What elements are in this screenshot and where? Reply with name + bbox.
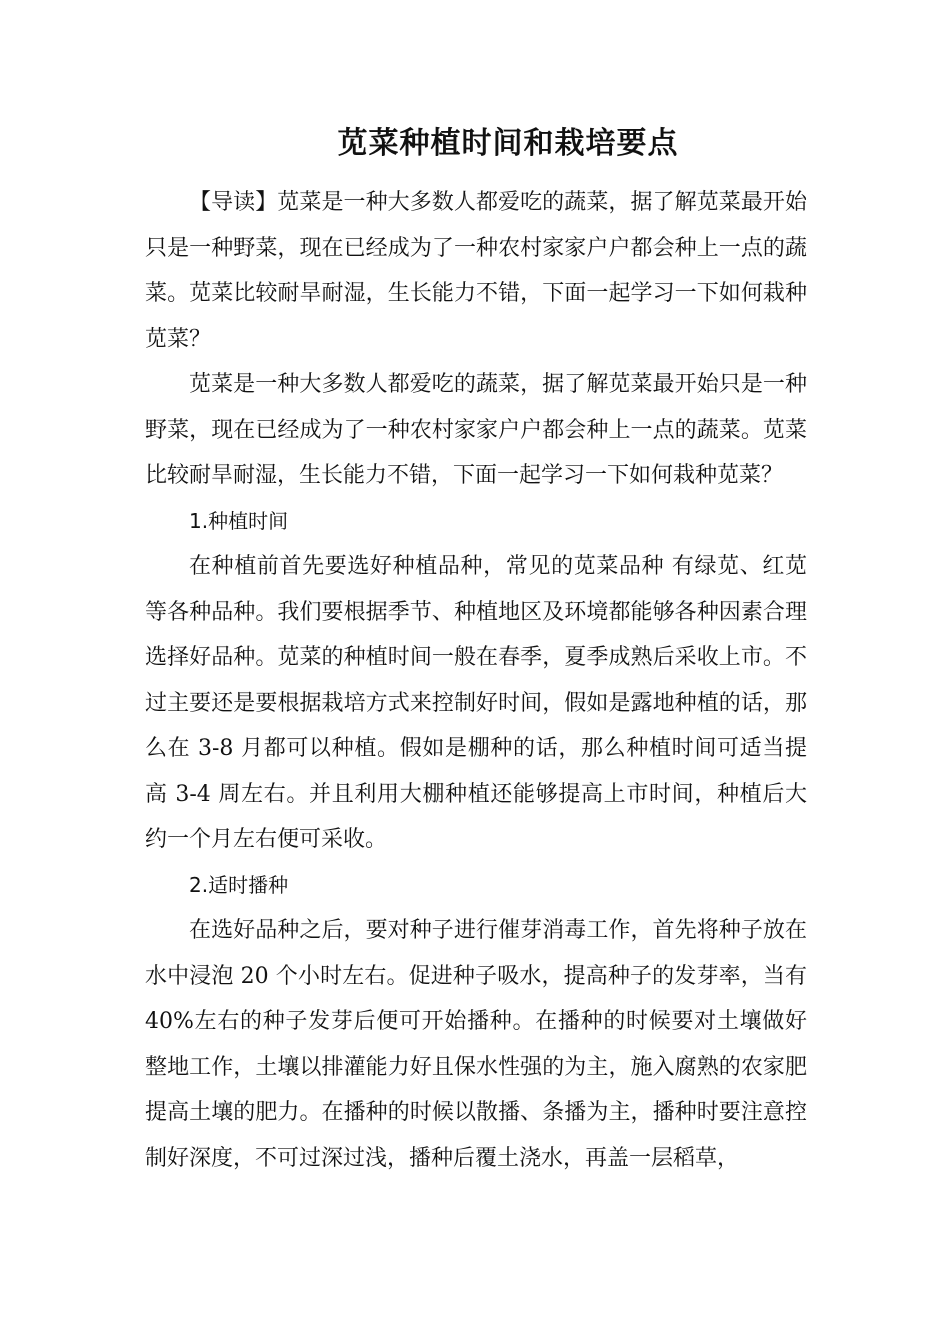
article-body xyxy=(145,180,807,1181)
section-heading-sowing: 2.适时播种 xyxy=(189,872,289,897)
intro-paragraph: 【导读】苋菜是一种大多数人都爱吃的蔬菜，据了解苋菜最开始只是一种野菜，现在已经成为了一种农村家家户户都会种上一点的蔬菜。苋菜比较耐旱耐湿，生长能力不错，下面一起学习一下如何栽种苋菜？ xyxy=(145,190,807,352)
page-title: 苋菜种植时间和栽培要点 xyxy=(337,126,679,161)
section-body-sowing: 在选好品种之后，要对种子进行催芽消毒工作，首先将种子放在水中浸泡 20 个小时左右。促进种子吸水，提高种子的发芽率，当有 40%左右的种子发芽后便可开始播种。在播种的时候要对土壤做好整地工作，土壤以排灌能力好且保水性强的为主，施入腐熟的农家肥提高土壤的肥力。在播种的时候以散播、条播为主，播种时要注意控制好深度，不可过深过浅，播种后覆土浇水，再盖一层稻草， xyxy=(145,918,807,1171)
section-heading-planting-time: 1.种植时间 xyxy=(189,508,289,533)
section-body-planting-time: 在种植前首先要选好种植品种，常见的苋菜品种 有绿苋、红苋等各种品种。我们要根据季节、种植地区及环境都能够各种因素合理选择好品种。苋菜的种植时间一般在春季，夏季成熟后采收上市。不过主要还是要根据栽培方式来控制好时间，假如是露地种植的话，那么在 3-8 月都可以种植。假如是棚种的话，那么种植时间可适当提高 3-4 周左右。并且利用大棚种植还能够提高上市时间，种植后大约一个月左右便可采收。 xyxy=(145,554,807,852)
summary-paragraph: 苋菜是一种大多数人都爱吃的蔬菜，据了解苋菜最开始只是一种野菜，现在已经成为了一种农村家家户户都会种上一点的蔬菜。苋菜比较耐旱耐湿，生长能力不错，下面一起学习一下如何栽种苋菜？ xyxy=(145,372,807,488)
